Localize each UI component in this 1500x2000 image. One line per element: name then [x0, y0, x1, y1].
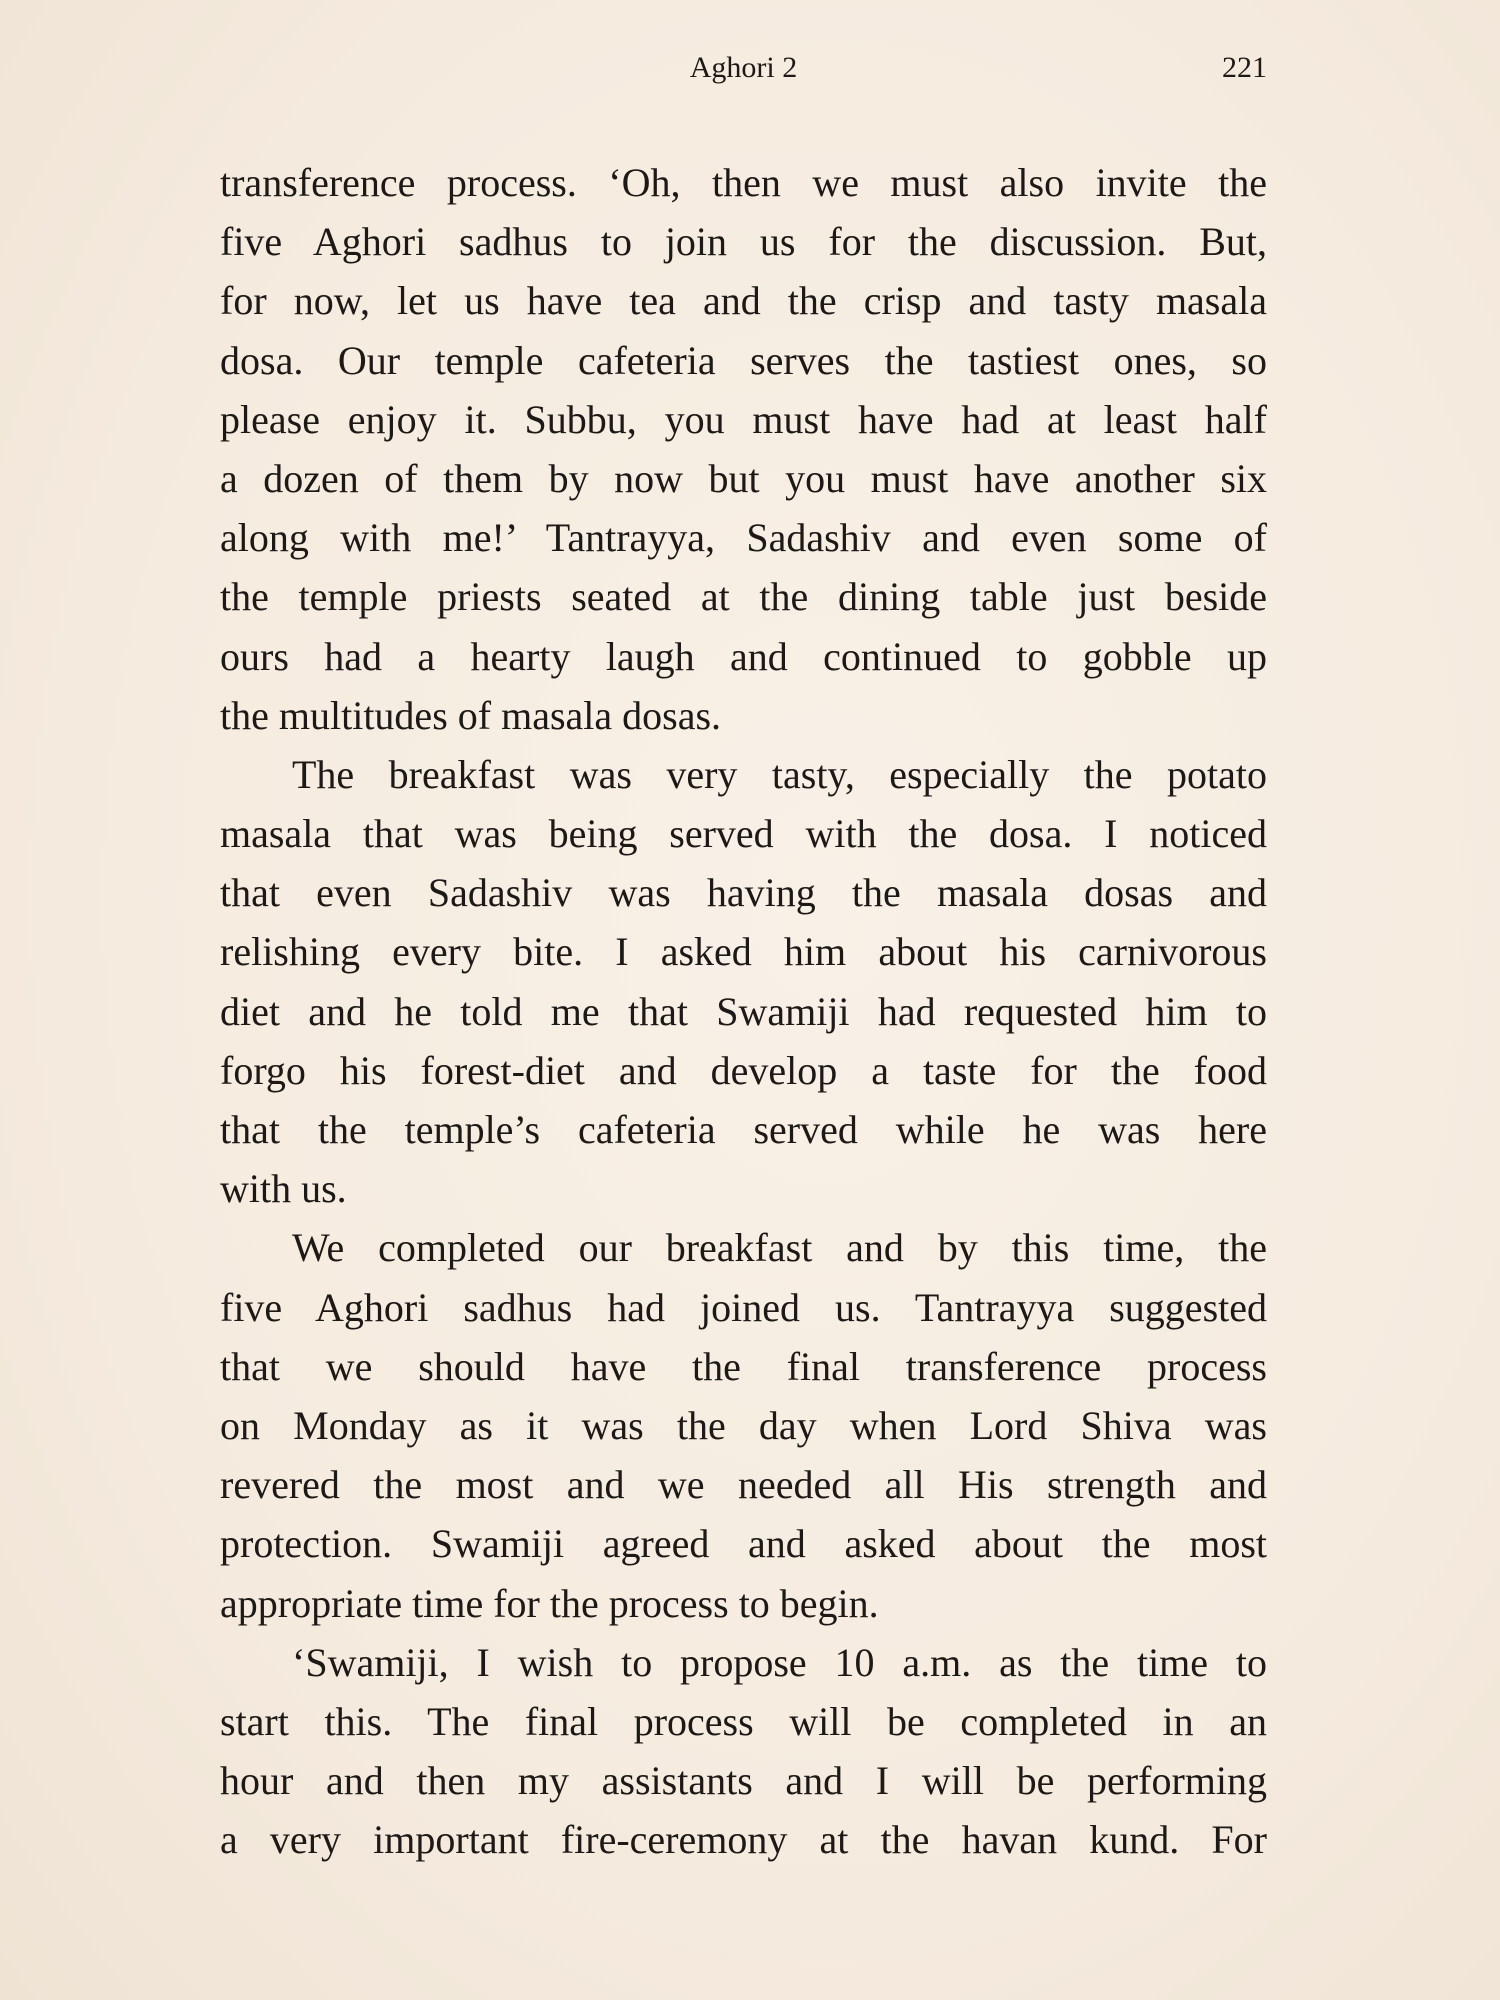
text-line: protection. Swamiji agreed and asked about the most	[220, 1521, 1267, 1567]
text-line: that we should have the final transference process	[220, 1343, 1267, 1389]
text-line: that even Sadashiv was having the masala dosas and	[220, 870, 1267, 916]
text-line: please enjoy it. Subbu, you must have had at least half	[220, 396, 1267, 442]
text-line: on Monday as it was the day when Lord Shiva was	[220, 1402, 1267, 1448]
text-line: start this. The final process will be completed in an	[220, 1698, 1267, 1744]
text-line: appropriate time for the process to begin.	[220, 1580, 879, 1626]
text-line: masala that was being served with the dosa. I noticed	[220, 811, 1267, 857]
text-line: the temple priests seated at the dining table just beside	[220, 574, 1267, 620]
text-line: ours had a hearty laugh and continued to gobble up	[220, 633, 1267, 679]
running-head	[220, 44, 1267, 92]
text-line: hour and then my assistants and I will be performing	[220, 1758, 1267, 1804]
text-line: that the temple’s cafeteria served while he was here	[220, 1107, 1267, 1152]
text-line: along with me!’ Tantrayya, Sadashiv and even some of	[220, 515, 1267, 561]
running-title: Aghori 2	[689, 51, 798, 84]
text-line: diet and he told me that Swamiji had requested him to	[220, 988, 1267, 1034]
text-line: with us.	[220, 1166, 347, 1212]
text-line: forgo his forest-diet and develop a taste for the food	[220, 1047, 1267, 1093]
text-line: transference process. ‘Oh, then we must also invite the	[220, 160, 1267, 205]
text-line: five Aghori sadhus had joined us. Tantrayya suggested	[220, 1284, 1267, 1330]
text-line: for now, let us have tea and the crisp and tasty masala	[220, 278, 1267, 324]
text-line: relishing every bite. I asked him about his carnivorous	[220, 929, 1267, 975]
text-line: dosa. Our temple cafeteria serves the tastiest ones, so	[220, 337, 1267, 383]
body-text	[220, 153, 1267, 1869]
text-line: ‘Swamiji, I wish to propose 10 a.m. as the time to	[292, 1639, 1267, 1685]
page-number: 221	[1222, 51, 1267, 84]
text-line: a dozen of them by now but you must have another six	[220, 455, 1267, 501]
text-line: the multitudes of masala dosas.	[220, 692, 722, 738]
text-line: We completed our breakfast and by this time, the	[292, 1225, 1267, 1271]
text-line: revered the most and we needed all His strength and	[220, 1462, 1267, 1508]
text-line: five Aghori sadhus to join us for the discussion. But,	[220, 219, 1267, 265]
text-line: a very important fire-ceremony at the havan kund. For	[220, 1817, 1267, 1863]
text-line: The breakfast was very tasty, especially the potato	[292, 751, 1267, 797]
